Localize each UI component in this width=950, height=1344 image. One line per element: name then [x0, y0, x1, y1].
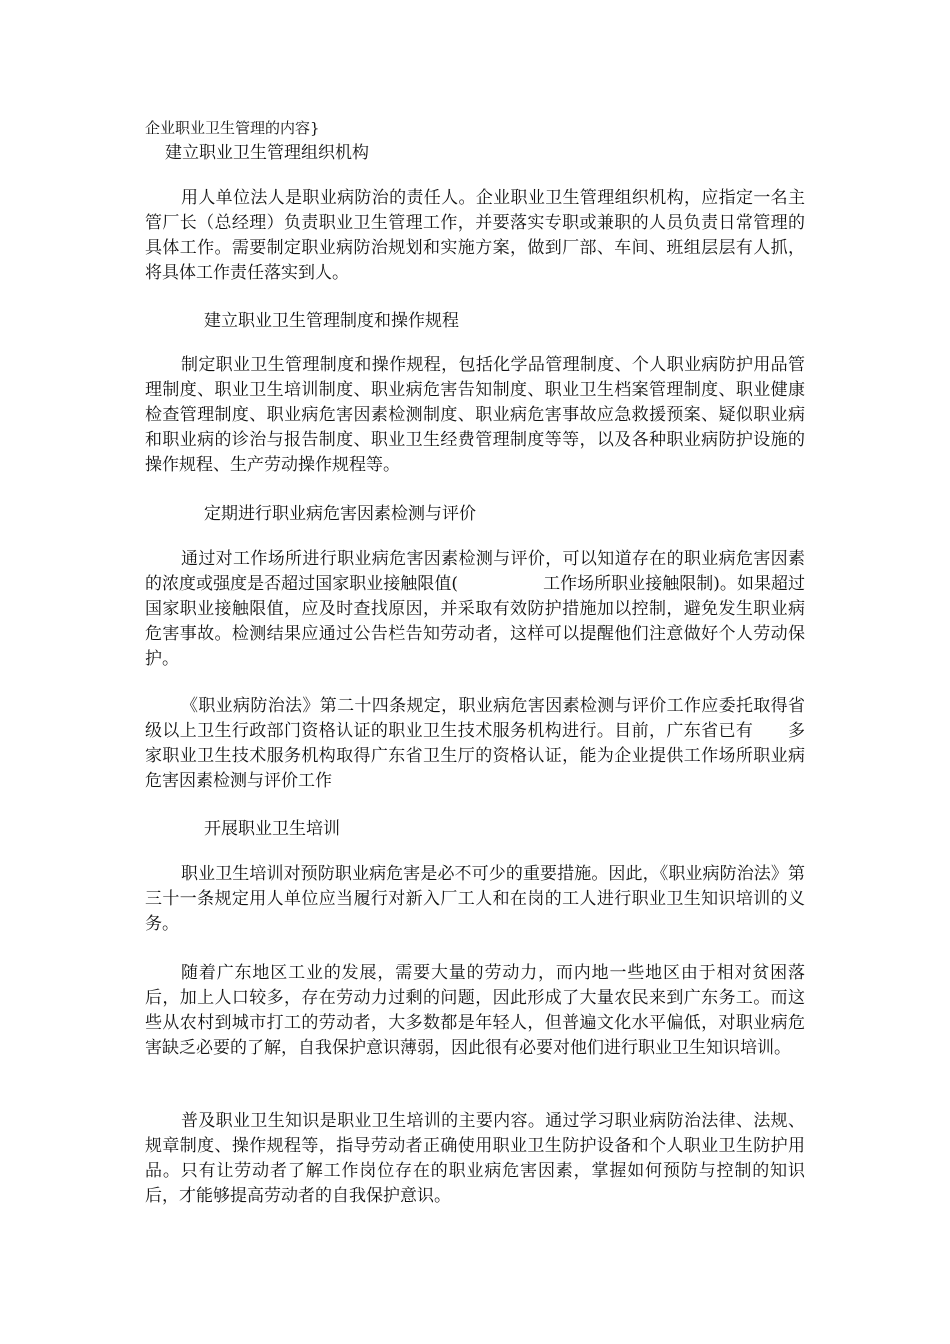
section-heading-detection: 定期进行职业病危害因素检测与评价	[204, 504, 476, 524]
paragraph-detection: 通过对工作场所进行职业病危害因素检测与评价，可以知道存在的职业病危害因素的浓度或强度是否超过国家职业接触限值( 工作场所职业接触限制)。如果超过国家职业接触限值，应及时查找原因，并采取有效防护措施加以控制，避免发生职业病危害事故。检测结果应通过公告栏告知劳动者，这样可以提醒他们注意做好个人劳动保护。	[145, 549, 805, 669]
section-heading-training: 开展职业卫生培训	[204, 819, 340, 839]
paragraph-migrant-workers: 随着广东地区工业的发展，需要大量的劳动力，而内地一些地区由于相对贫困落后，加上人口较多，存在劳动力过剩的问题，因此形成了大量农民来到广东务工。而这些从农村到城市打工的劳动者，大多数都是年轻人，但普遍文化水平偏低，对职业病危害缺乏必要的了解，自我保护意识薄弱，因此很有必要对他们进行职业卫生知识培训。	[145, 963, 805, 1058]
document-title: 企业职业卫生管理的内容}	[145, 119, 320, 137]
paragraph-law-article-24: 《职业病防治法》第二十四条规定，职业病危害因素检测与评价工作应委托取得省级以上卫生行政部门资格认证的职业卫生技术服务机构进行。目前，广东省已有 多家职业卫生技术服务机构取得广东省卫生厅的资格认证，能为企业提供工作场所职业病危害因素检测与评价工作	[145, 696, 805, 791]
paragraph-training-law: 职业卫生培训对预防职业病危害是必不可少的重要措施。因此，《职业病防治法》第三十一条规定用人单位应当履行对新入厂工人和在岗的工人进行职业卫生知识培训的义务。	[145, 864, 805, 934]
paragraph-knowledge: 普及职业卫生知识是职业卫生培训的主要内容。通过学习职业病防治法律、法规、规章制度、操作规程等，指导劳动者正确使用职业卫生防护设备和个人职业卫生防护用品。只有让劳动者了解工作岗位存在的职业病危害因素，掌握如何预防与控制的知识后，才能够提高劳动者的自我保护意识。	[145, 1111, 805, 1206]
section-heading-organization: 建立职业卫生管理组织机构	[165, 143, 369, 163]
paragraph-rules: 制定职业卫生管理制度和操作规程，包括化学品管理制度、个人职业病防护用品管理制度、职业卫生培训制度、职业病危害告知制度、职业卫生档案管理制度、职业健康检查管理制度、职业病危害因素检测制度、职业病危害事故应急救援预案、疑似职业病和职业病的诊治与报告制度、职业卫生经费管理制度等等，以及各种职业病防护设施的操作规程、生产劳动操作规程等。	[145, 355, 805, 475]
paragraph-organization: 用人单位法人是职业病防治的责任人。企业职业卫生管理组织机构，应指定一名主管厂长（总经理）负责职业卫生管理工作，并要落实专职或兼职的人员负责日常管理的具体工作。需要制定职业病防治规划和实施方案，做到厂部、车间、班组层层有人抓，将具体工作责任落实到人。	[145, 188, 805, 283]
section-heading-rules: 建立职业卫生管理制度和操作规程	[204, 311, 459, 331]
